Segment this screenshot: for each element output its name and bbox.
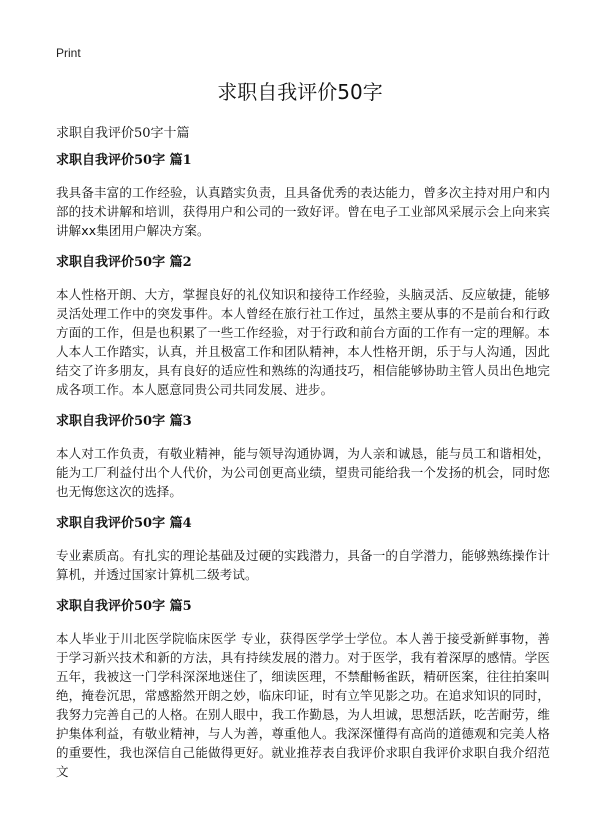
section-heading: 求职自我评价50字 篇1: [56, 153, 192, 168]
section-5: [56, 598, 550, 781]
section-body: 本人对工作负责，有敬业精神，能与领导沟通协调，为人亲和诚恳，能与员工和谐相处，能为工厂利益付出个人代价，为公司创更高业绩，望贵司能给我一个发扬的机会，同时您也无悔您这次的选择。: [56, 446, 550, 499]
document-content: [56, 152, 550, 795]
section-body: 专业素质高。有扎实的理论基础及过硬的实践潜力，具备一的自学潜力，能够熟练操作计算机，并透过国家计算机二级考试。: [56, 548, 550, 582]
section-body: 我具备丰富的工作经验，认真踏实负责，且具备优秀的表达能力，曾多次主持对用户和内部的技术讲解和培训，获得用户和公司的一致好评。曾在电子工业部风采展示会上向来宾讲解xx集团用户解决方案。: [56, 185, 550, 238]
print-link[interactable]: Print: [56, 46, 81, 60]
section-heading: 求职自我评价50字 篇3: [56, 414, 192, 429]
section-3: [56, 413, 550, 501]
section-heading: 求职自我评价50字 篇5: [56, 599, 192, 614]
section-2: [56, 254, 550, 399]
page-title: 求职自我评价50字: [217, 80, 383, 104]
section-4: [56, 515, 550, 584]
section-heading: 求职自我评价50字 篇4: [56, 516, 192, 531]
section-body: 本人性格开朗、大方，掌握良好的礼仪知识和接待工作经验，头脑灵活、反应敏捷，能够灵活处理工作中的突发事件。本人曾经在旅行社工作过，虽然主要从事的不是前台和行政方面的工作，但是也积累了一些工作经验，对于行政和前台方面的工作有一定的理解。本人本人工作踏实，认真，并且极富工作和团队精神，本人性格开朗，乐于与人沟通，因此结交了许多朋友，具有良好的适应性和熟练的沟通技巧，相信能够协助主管人员出色地完成各项工作。本人愿意同贵公司共同发展、进步。: [56, 287, 550, 397]
section-heading: 求职自我评价50字 篇2: [56, 255, 192, 270]
document-subtitle: 求职自我评价50字十篇: [56, 126, 190, 141]
section-body: 本人毕业于川北医学院临床医学 专业，获得医学学士学位。本人善于接受新鲜事物，善于学习新兴技术和新的方法，具有持续发展的潜力。对于医学，我有着深厚的感情。学医五年，我被这一门学科深深地迷住了，细读医理，不禁酣畅雀跃，精研医案，往往拍案叫绝，掩卷沉思，常感豁然开朗之妙，临床印证，时有立竿见影之功。在追求知识的同时，我努力完善自己的人格。在别人眼中，我工作勤恳，为人坦诚，思想活跃，吃苦耐劳，维护集体利益，有敬业精神，与人为善，尊重他人。我深深懂得有高尚的道德观和完美人格的重要性，我也深信自己能做得更好。就业推荐表自我评价求职自我评价求职自我介绍范文: [56, 631, 550, 779]
section-1: [56, 152, 550, 240]
